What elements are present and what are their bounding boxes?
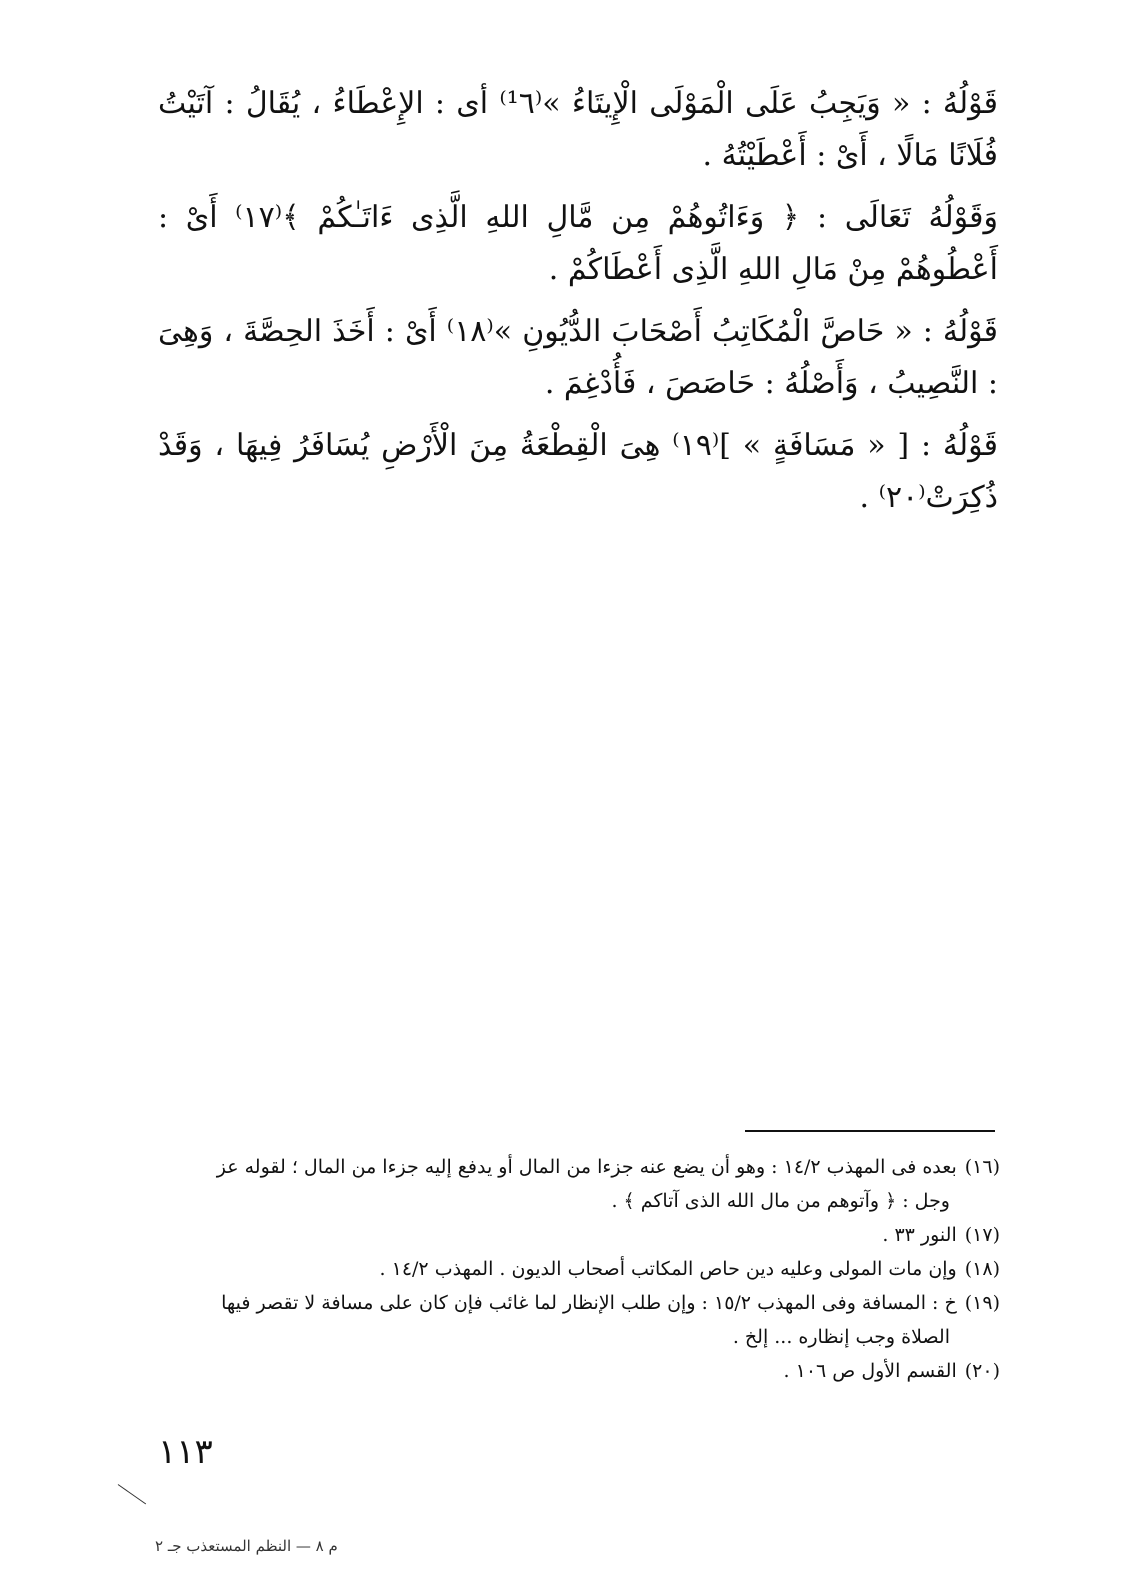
footnote [160,1150,1000,1218]
footnote-text: النور ٣٣ . [882,1224,957,1246]
footnote [160,1286,1000,1354]
footnote-text: بعده فى المهذب ١٤/٢ : وهو أن يضع عنه جزءا من المال أو يدفع إليه جزءا من المال ؛ لقوله عز [216,1156,957,1178]
footnote-number: (١٦) [964,1156,1000,1178]
footnote-continuation: الصلاة وجب إنظاره ... إلخ . [732,1326,950,1348]
footnote-text: وإن مات المولى وعليه دين حاص المكاتب أصحاب الديون . المهذب ١٤/٢ . [379,1258,957,1280]
footnotes [160,1150,1000,1388]
paragraph: قَوْلُهُ : [ « مَسَافَةٍ » ]⁽١٩⁾ هِىَ الْقِطْعَةُ مِنَ الْأَرْضِ يُسَافَرُ فِيهَا ، وَقَدْ ذُكِرَتْ⁽٢٠⁾ . [158,428,998,515]
footnote-divider [745,1130,995,1132]
paragraph: قَوْلُهُ : « وَيَجِبُ عَلَى الْمَوْلَى الْإِيتَاءُ »⁽¹٦⁾ أى : الإِعْطَاءُ ، يُقَالُ : آتَيْتُ فُلَانًا مَالًا ، أَىْ : أَعْطَيْتُهُ . [158,86,998,173]
footnote-number: (١٧) [964,1224,1000,1246]
footnote-number: (١٨) [964,1258,1000,1280]
footnote [160,1252,1000,1286]
footnote-text: خ : المسافة وفى المهذب ١٥/٢ : وإن طلب الإنظار لما غائب فإن كان على مسافة لا تقصر فيها [221,1292,957,1314]
footnote-number: (١٩) [964,1292,1000,1314]
main-text [158,78,998,534]
printer-signature: م ٨ — النظم المستعذب جـ ٢ [155,1537,338,1555]
footnote-text: القسم الأول ص ١٠٦ . [783,1360,957,1382]
page-number: ١١٣ [158,1432,213,1472]
footnote-number: (٢٠) [964,1360,1000,1382]
footnote-continuation: وجل : ﴿ وآتوهم من مال الله الذى آتاكم ﴾ . [611,1190,950,1212]
footnote [160,1354,1000,1388]
footnote [160,1218,1000,1252]
paragraph: وَقَوْلُهُ تَعَالَى : ﴿ وَءَاتُوهُمْ مِن مَّالِ اللهِ الَّذِى ءَاتَـٰكُمْ ﴾⁽١٧⁾ أَىْ : أَعْطُوهُمْ مِنْ مَالِ اللهِ الَّذِى أَعْطَاكُمْ . [158,200,998,287]
paragraph: قَوْلُهُ : « حَاصَّ الْمُكَاتِبُ أَصْحَابَ الدُّيُونِ »⁽١٨⁾ أَىْ : أَخَذَ الحِصَّةَ ، وَهِىَ : النَّصِيبُ ، وَأَصْلُهُ : حَاصَصَ ، فَأُدْغِمَ . [158,314,998,401]
stray-pen-mark [118,1484,146,1504]
